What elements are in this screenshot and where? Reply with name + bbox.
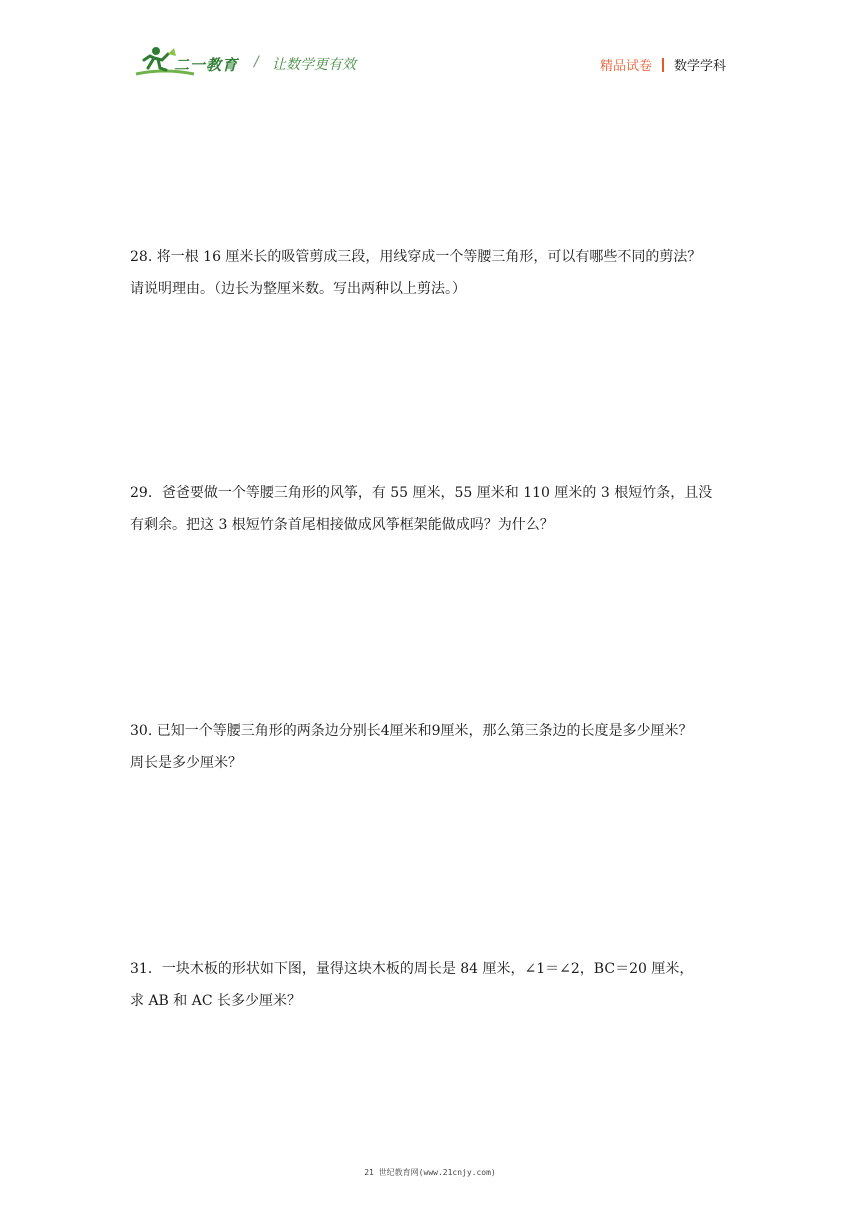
question-30 bbox=[130, 715, 730, 779]
question-31 bbox=[130, 953, 730, 1017]
header-slash: / bbox=[254, 54, 259, 70]
question-line: 求 AB 和 AC 长多少厘米？ bbox=[130, 993, 302, 1009]
question-line: 30. 已知一个等腰三角形的两条边分别长4厘米和9厘米，那么第三条边的长度是多少厘米？ bbox=[130, 723, 693, 739]
page-footer: 21 世纪教育网(www.21cnjy.com) bbox=[364, 1168, 496, 1177]
subject-tag: 数学学科 bbox=[673, 59, 726, 74]
brand-name: 二一教育 bbox=[174, 56, 239, 74]
question-29 bbox=[130, 477, 730, 541]
header-tags bbox=[600, 55, 726, 74]
tag-divider bbox=[662, 58, 664, 72]
header-slogan: 让数学更有效 bbox=[272, 57, 356, 73]
question-line: 周长是多少厘米？ bbox=[130, 755, 242, 771]
question-line: 29．爸爸要做一个等腰三角形的风筝，有 55 厘米，55 厘米和 110 厘米的 3 根短竹条，且没 bbox=[130, 485, 713, 501]
page-header bbox=[134, 44, 726, 84]
question-line: 28. 将一根 16 厘米长的吸管剪成三段，用线穿成一个等腰三角形，可以有哪些不同的剪法？ bbox=[130, 249, 702, 265]
quality-tag: 精品试卷 bbox=[599, 59, 652, 74]
question-line: 有剩余。把这 3 根短竹条首尾相接做成风筝框架能做成吗？为什么？ bbox=[130, 517, 554, 533]
question-line: 31．一块木板的形状如下图，量得这块木板的周长是 84 厘米，∠1＝∠2，BC＝20 厘米， bbox=[130, 961, 694, 977]
question-line: 请说明理由。（边长为整厘米数。写出两种以上剪法。） bbox=[130, 281, 466, 297]
question-28 bbox=[130, 241, 730, 305]
